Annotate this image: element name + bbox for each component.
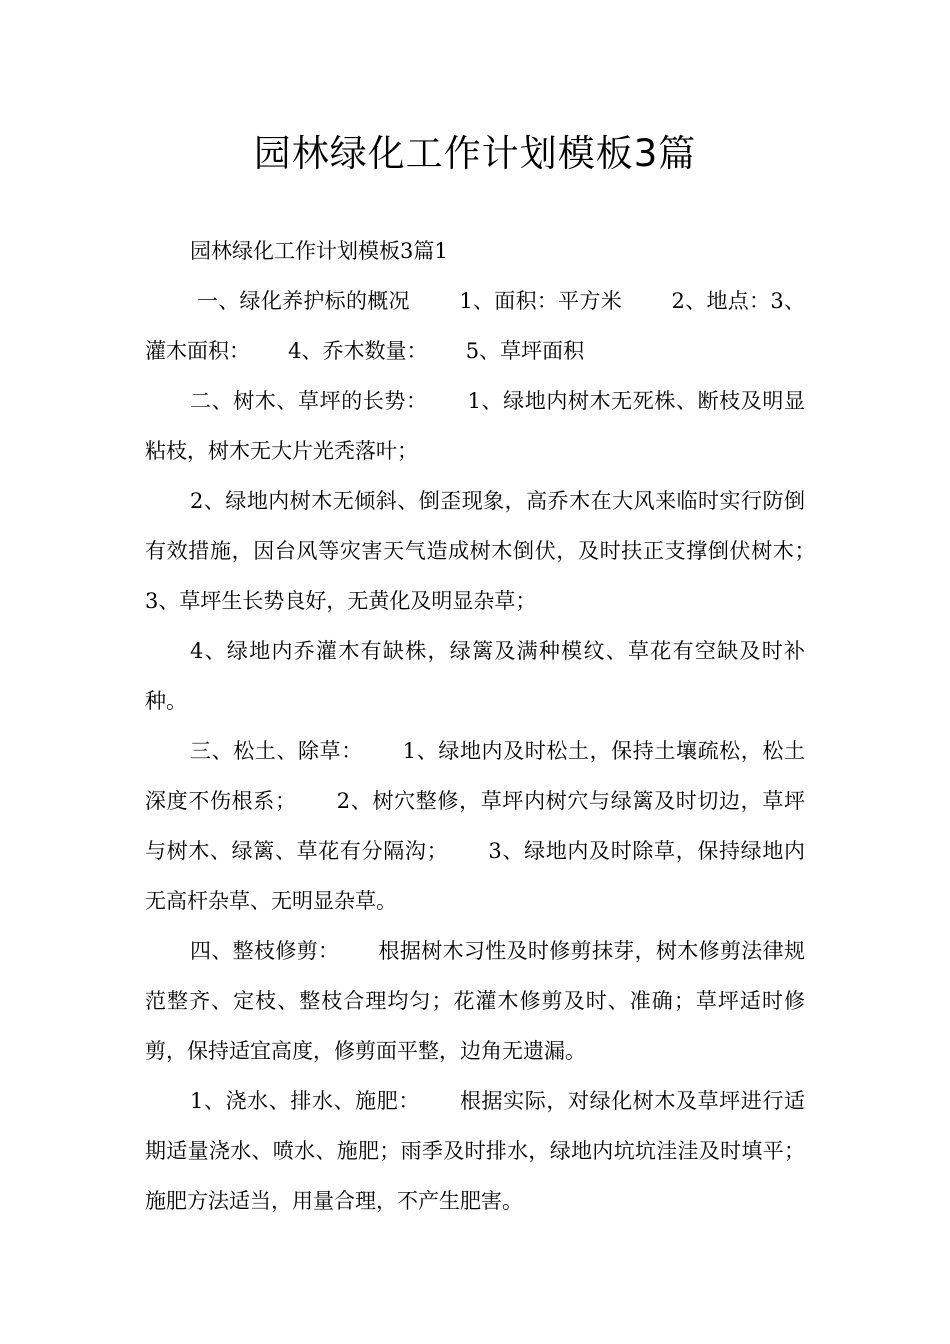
paragraph-weeding: 三、松土、除草： 1、绿地内及时松土，保持土壤疏松，松土深度不伤根系； 2、树穴整修，草坪内树穴与绿篱及时切边，草坪与树木、绿篱、草花有分隔沟； 3、绿地内及时除草，保持绿地内无高杆杂草、无明显杂草。 (145, 739, 805, 913)
paragraph-pruning: 四、整枝修剪： 根据树木习性及时修剪抹芽，树木修剪法律规范整齐、定枝、整枝合理均匀；花灌木修剪及时、准确；草坪适时修剪，保持适宜高度，修剪面平整，边角无遗漏。 (145, 939, 805, 1063)
paragraph-replant: 4、绿地内乔灌木有缺株，绿篱及满种模纹、草花有空缺及时补种。 (145, 639, 805, 713)
paragraph-tilt: 2、绿地内树木无倾斜、倒歪现象，高乔木在大风来临时实行防倒有效措施，因台风等灾害天气造成树木倒伏，及时扶正支撑倒伏树木； 3、草坪生长势良好，无黄化及明显杂草； (145, 489, 854, 613)
document-title: 园林绿化工作计划模板3篇 (253, 132, 697, 175)
paragraph-growth: 二、树木、草坪的长势： 1、绿地内树木无死株、断枝及明显粘枝，树木无大片光秃落叶； (145, 389, 805, 463)
paragraph-watering: 1、浇水、排水、施肥： 根据实际，对绿化树木及草坪进行适期适量浇水、喷水、施肥；雨季及时排水，绿地内坑坑洼洼及时填平；施肥方法适当，用量合理，不产生肥害。 (145, 1089, 805, 1213)
paragraph-overview: 一、绿化养护标的概况 1、面积：平方米 2、地点：3、灌木面积： 4、乔木数量： 5、草坪面积 (145, 289, 805, 363)
section-heading: 园林绿化工作计划模板3篇1 (190, 239, 448, 263)
document-body (145, 226, 854, 1226)
